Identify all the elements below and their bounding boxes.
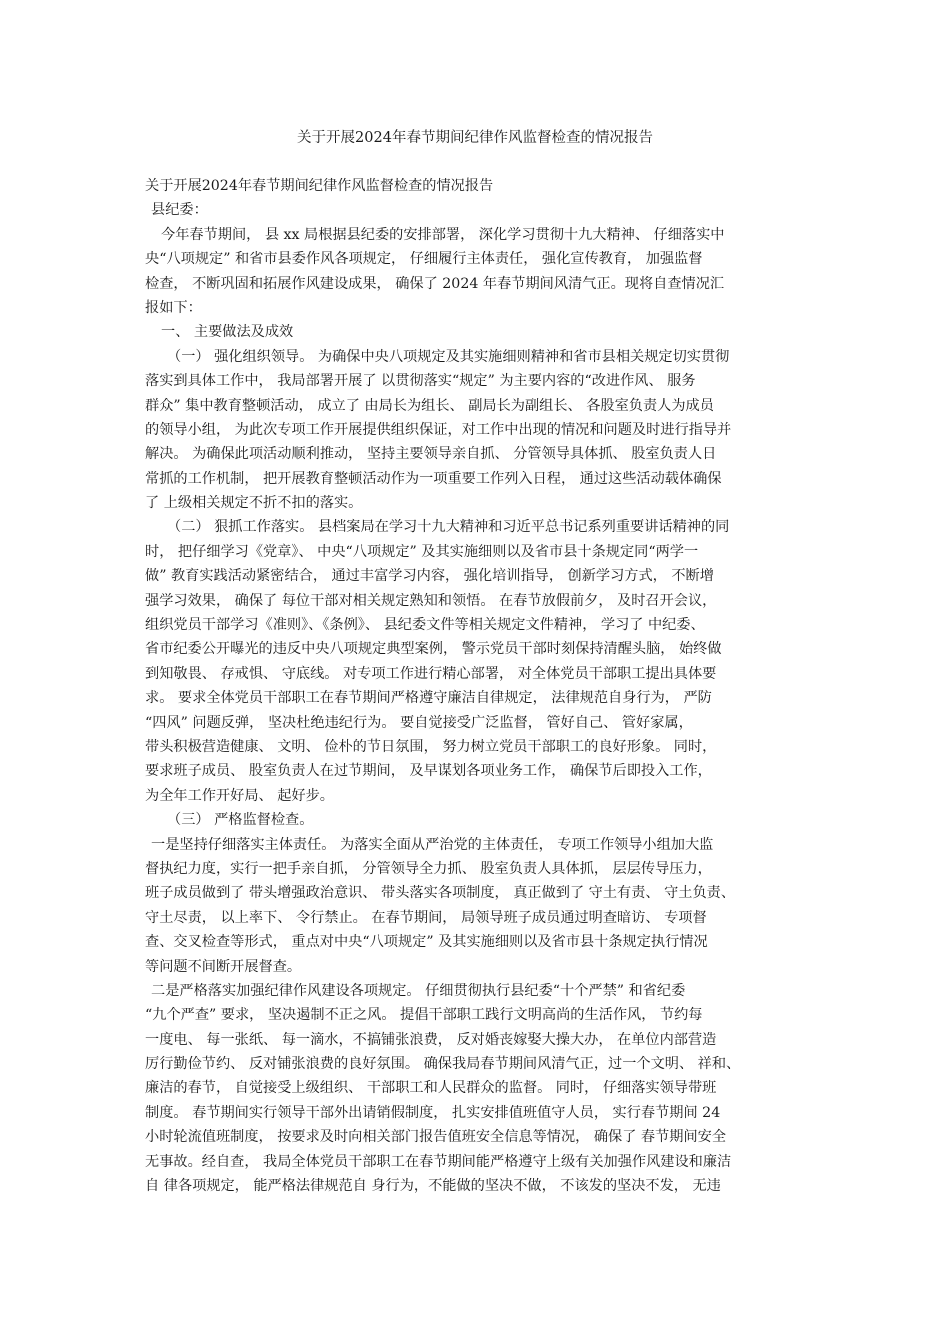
paragraph-line: 求。 要求全体党员干部职工在春节期间严格遵守廉洁自律规定， 法律规范自身行为， 严防 <box>145 690 712 707</box>
paragraph-line: 今年春节期间， 县 xx 局根据县纪委的安排部署， 深化学习贯彻十九大精神、 仔细落实中 <box>161 226 725 243</box>
document-body <box>145 174 825 1198</box>
paragraph-line: 班子成员做到了 带头增强政治意识、 带头落实各项制度， 真正做到了 守土有责、 守土负责、 <box>145 885 736 902</box>
paragraph-line: 等问题不间断开展督查。 <box>145 958 302 975</box>
paragraph-line: 检查， 不断巩固和拓展作风建设成果， 确保了 2024 年春节期间风清气正。现将自查情况汇 <box>145 275 725 292</box>
salutation: 县纪委： <box>151 202 208 219</box>
paragraph-line: 落实到具体工作中， 我局部署开展了 以贯彻落实“规定” 为主要内容的“改进作风、 服务 <box>145 373 696 390</box>
page-title: 关于开展2024年春节期间纪律作风监督检查的情况报告 <box>297 130 653 146</box>
paragraph-line: “九个严查” 要求， 坚决遏制不正之风。 提倡干部职工践行文明高尚的生活作风， 节约每 <box>145 1007 703 1024</box>
paragraph-line: （一） 强化组织领导。 为确保中央八项规定及其实施细则精神和省市县相关规定切实贯彻 <box>167 348 730 365</box>
paragraph-line: 制度。 春节期间实行领导干部外出请销假制度， 扎实安排值班值守人员， 实行春节期间 24 <box>145 1104 721 1121</box>
section-heading: （三） 严格监督检查。 <box>167 812 314 829</box>
paragraph-line: 做” 教育实践活动紧密结合， 通过丰富学习内容， 强化培训指导， 创新学习方式， 不断增 <box>145 568 714 585</box>
paragraph-line: 查、交叉检查等形式， 重点对中央“八项规定” 及其实施细则以及省市县十条规定执行情况 <box>145 934 708 951</box>
paragraph-line: 督执纪力度，实行一把手亲自抓， 分管领导全力抓、 股室负责人具体抓， 层层传导压力， <box>145 860 712 877</box>
paragraph-line: 强学习效果， 确保了 每位干部对相关规定熟知和领悟。 在春节放假前夕， 及时召开会议， <box>145 592 717 609</box>
paragraph-line: 自 律各项规定， 能严格法律规范自 身行为，不能做的坚决不做， 不该发的坚决不发， 无违 <box>145 1178 721 1195</box>
paragraph-line: 央“八项规定” 和省市县委作风各项规定， 仔细履行主体责任， 强化宣传教育， 加强监督 <box>145 251 703 268</box>
paragraph-line: 二是严格落实加强纪律作风建设各项规定。 仔细贯彻执行县纪委“十个严禁” 和省纪委 <box>151 982 686 999</box>
paragraph-line: “四风” 问题反弹， 坚决杜绝违纪行为。 要自觉接受广泛监督， 管好自己、 管好家属， <box>145 714 693 731</box>
paragraph-line: 报如下： <box>145 299 202 316</box>
paragraph-line: 小时轮流值班制度， 按要求及时向相关部门报告值班安全信息等情况， 确保了 春节期间安全 <box>145 1129 727 1146</box>
section-heading: 一、 主要做法及成效 <box>161 324 294 341</box>
paragraph-line: 带头积极营造健康、 文明、 俭朴的节日氛围， 努力树立党员干部职工的良好形象。 同时， <box>145 738 717 755</box>
paragraph-line: （二） 狠抓工作落实。 县档案局在学习十九大精神和习近平总书记系列重要讲话精神的同 <box>167 519 730 536</box>
paragraph-line: 组织党员干部学习《准则》、《条例》、 县纪委文件等相关规定文件精神， 学习了 中纪委、 <box>145 617 705 634</box>
paragraph-line: 厉行勤俭节约、 反对铺张浪费的良好氛围。 确保我局春节期间风清气正，过一个文明、 祥和、 <box>145 1056 741 1073</box>
paragraph-line: 到知敬畏、 存戒惧、 守底线。 对专项工作进行精心部署， 对全体党员干部职工提出具体要 <box>145 665 717 682</box>
paragraph-line: 一是坚持仔细落实主体责任。 为落实全面从严治党的主体责任， 专项工作领导小组加大监 <box>151 836 714 853</box>
paragraph-line: 的领导小组， 为此次专项工作开展提供组织保证，对工作中出现的情况和问题及时进行指导并 <box>145 421 732 438</box>
paragraph-line: 了 上级相关规定不折不扣的落实。 <box>145 495 363 512</box>
paragraph-line: 常抓的工作机制， 把开展教育整顿活动作为一项重要工作列入日程， 通过这些活动载体确保 <box>145 470 722 487</box>
paragraph-line: 时， 把仔细学习《党章》、 中央“八项规定” 及其实施细则以及省市县十条规定同“两学一 <box>145 543 699 560</box>
paragraph-line: 群众” 集中教育整顿活动， 成立了 由局长为组长、 副局长为副组长、 各股室负责人为成员 <box>145 397 714 414</box>
paragraph-line: 省市纪委公开曝光的违反中央八项规定典型案例， 警示党员干部时刻保持清醒头脑， 始终做 <box>145 641 722 658</box>
paragraph-line: 无事故。经自查， 我局全体党员干部职工在春节期间能严格遵守上级有关加强作风建设和廉洁 <box>145 1153 732 1170</box>
paragraph-line: 为全年工作开好局、 起好步。 <box>145 787 334 804</box>
paragraph-line: 解决。 为确保此项活动顺利推动， 坚持主要领导亲自抓、 分管领导具体抓、 股室负责人日 <box>145 446 717 463</box>
paragraph-line: 廉洁的春节， 自觉接受上级组织、 干部职工和人民群众的监督。 同时， 仔细落实领导带班 <box>145 1080 717 1097</box>
body-heading: 关于开展2024年春节期间纪律作风监督检查的情况报告 <box>145 178 494 194</box>
paragraph-line: 守土尽责， 以上率下、 令行禁止。 在春节期间， 局领导班子成员通过明查暗访、 专项督 <box>145 909 707 926</box>
paragraph-line: 要求班子成员、 股室负责人在过节期间， 及早谋划各项业务工作， 确保节后即投入工作， <box>145 763 712 780</box>
paragraph-line: 一度电、 每一张纸、 每一滴水，不搞铺张浪费， 反对婚丧嫁娶大操大办， 在单位内部营造 <box>145 1031 717 1048</box>
